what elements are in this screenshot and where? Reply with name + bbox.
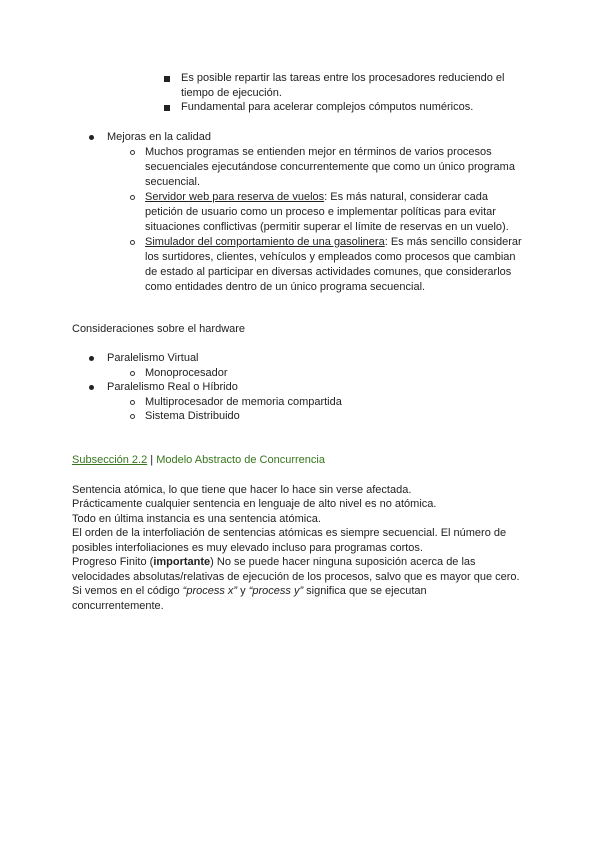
list-item: Multiprocesador de memoria compartida bbox=[145, 396, 342, 408]
circle-bullet-icon bbox=[130, 150, 135, 155]
list-item bbox=[145, 235, 522, 250]
text: ) No se puede hacer ninguna suposición acerca de las bbox=[210, 556, 476, 568]
list-item: Paralelismo Real o Híbrido bbox=[107, 381, 238, 393]
subsection-heading bbox=[72, 453, 325, 468]
list-item-cont: de estado al participar en diversas actividades comunes, que considerarlos bbox=[145, 266, 512, 278]
square-bullet-icon bbox=[164, 105, 170, 111]
list-item-text: : Es más sencillo considerar bbox=[384, 236, 522, 248]
bold-text: importante bbox=[153, 556, 211, 568]
bullet-icon bbox=[89, 135, 94, 140]
circle-bullet-icon bbox=[130, 400, 135, 405]
list-item bbox=[145, 190, 488, 205]
circle-bullet-icon bbox=[130, 371, 135, 376]
circle-bullet-icon bbox=[130, 240, 135, 245]
section-heading: Consideraciones sobre el hardware bbox=[72, 323, 246, 335]
paragraph-line: velocidades absolutas/relativas de ejecución de los procesos, salvo que es mayor que cero. bbox=[72, 571, 520, 583]
list-item-cont: petición de usuario como un proceso e implementar políticas para evitar bbox=[145, 206, 496, 218]
subsection-separator: | bbox=[147, 454, 157, 466]
list-item: Fundamental para acelerar complejos cómputos numéricos. bbox=[181, 101, 474, 113]
link-servidor-web[interactable]: Servidor web para reserva de vuelos bbox=[145, 191, 325, 203]
square-bullet-icon bbox=[164, 76, 170, 82]
paragraph-line: Todo en última instancia es una sentencia atómica. bbox=[72, 513, 321, 525]
paragraph-line: concurrentemente. bbox=[72, 600, 164, 612]
list-item-cont: situaciones conflictivas (permitir superar el límite de reservas en un vuelo). bbox=[145, 221, 509, 233]
paragraph-line: Sentencia atómica, lo que tiene que hacer lo hace sin verse afectada. bbox=[72, 484, 412, 496]
list-item-text: : Es más natural, considerar cada bbox=[324, 191, 489, 203]
italic-text: “process y” bbox=[248, 585, 304, 597]
subsection-title: Modelo Abstracto de Concurrencia bbox=[156, 454, 325, 466]
subsection-link[interactable]: Subsección 2.2 bbox=[72, 454, 148, 466]
text: Progreso Finito ( bbox=[72, 556, 154, 568]
paragraph-line: posibles interfoliaciones es muy elevado incluso para programas cortos. bbox=[72, 542, 423, 554]
paragraph-line: Prácticamente cualquier sentencia en lenguaje de alto nivel es no atómica. bbox=[72, 498, 437, 510]
list-item: Sistema Distribuido bbox=[145, 410, 240, 422]
list-item-cont: como entidades dentro de un único programa secuencial. bbox=[145, 281, 426, 293]
bullet-icon bbox=[89, 385, 94, 390]
circle-bullet-icon bbox=[130, 414, 135, 419]
list-item: Es posible repartir las tareas entre los procesadores reduciendo el bbox=[181, 72, 505, 84]
list-item-cont: secuenciales ejecutándose concurrentemente que como un único programa bbox=[145, 161, 515, 173]
list-item: Monoprocesador bbox=[145, 367, 228, 379]
list-item-cont: tiempo de ejecución. bbox=[181, 87, 282, 99]
italic-text: “process x” bbox=[182, 585, 238, 597]
paragraph-line bbox=[72, 555, 476, 570]
list-item-cont: los surtidores, clientes, vehículos y empleados como procesos que cambian bbox=[145, 251, 516, 263]
text: significa que se ejecutan bbox=[303, 585, 427, 597]
paragraph-line: El orden de la interfoliación de sentencias atómicas es siempre secuencial. El número de bbox=[72, 527, 507, 539]
circle-bullet-icon bbox=[130, 195, 135, 200]
list-item: Muchos programas se entienden mejor en términos de varios procesos bbox=[145, 146, 492, 158]
text: Si vemos en el código bbox=[72, 585, 183, 597]
list-heading: Mejoras en la calidad bbox=[107, 131, 211, 143]
list-item-cont: secuencial. bbox=[145, 176, 201, 188]
text: y bbox=[237, 585, 249, 597]
list-item: Paralelismo Virtual bbox=[107, 352, 199, 364]
link-simulador-gasolinera[interactable]: Simulador del comportamiento de una gasolinera bbox=[145, 236, 385, 248]
bullet-icon bbox=[89, 356, 94, 361]
paragraph-line bbox=[72, 584, 427, 599]
